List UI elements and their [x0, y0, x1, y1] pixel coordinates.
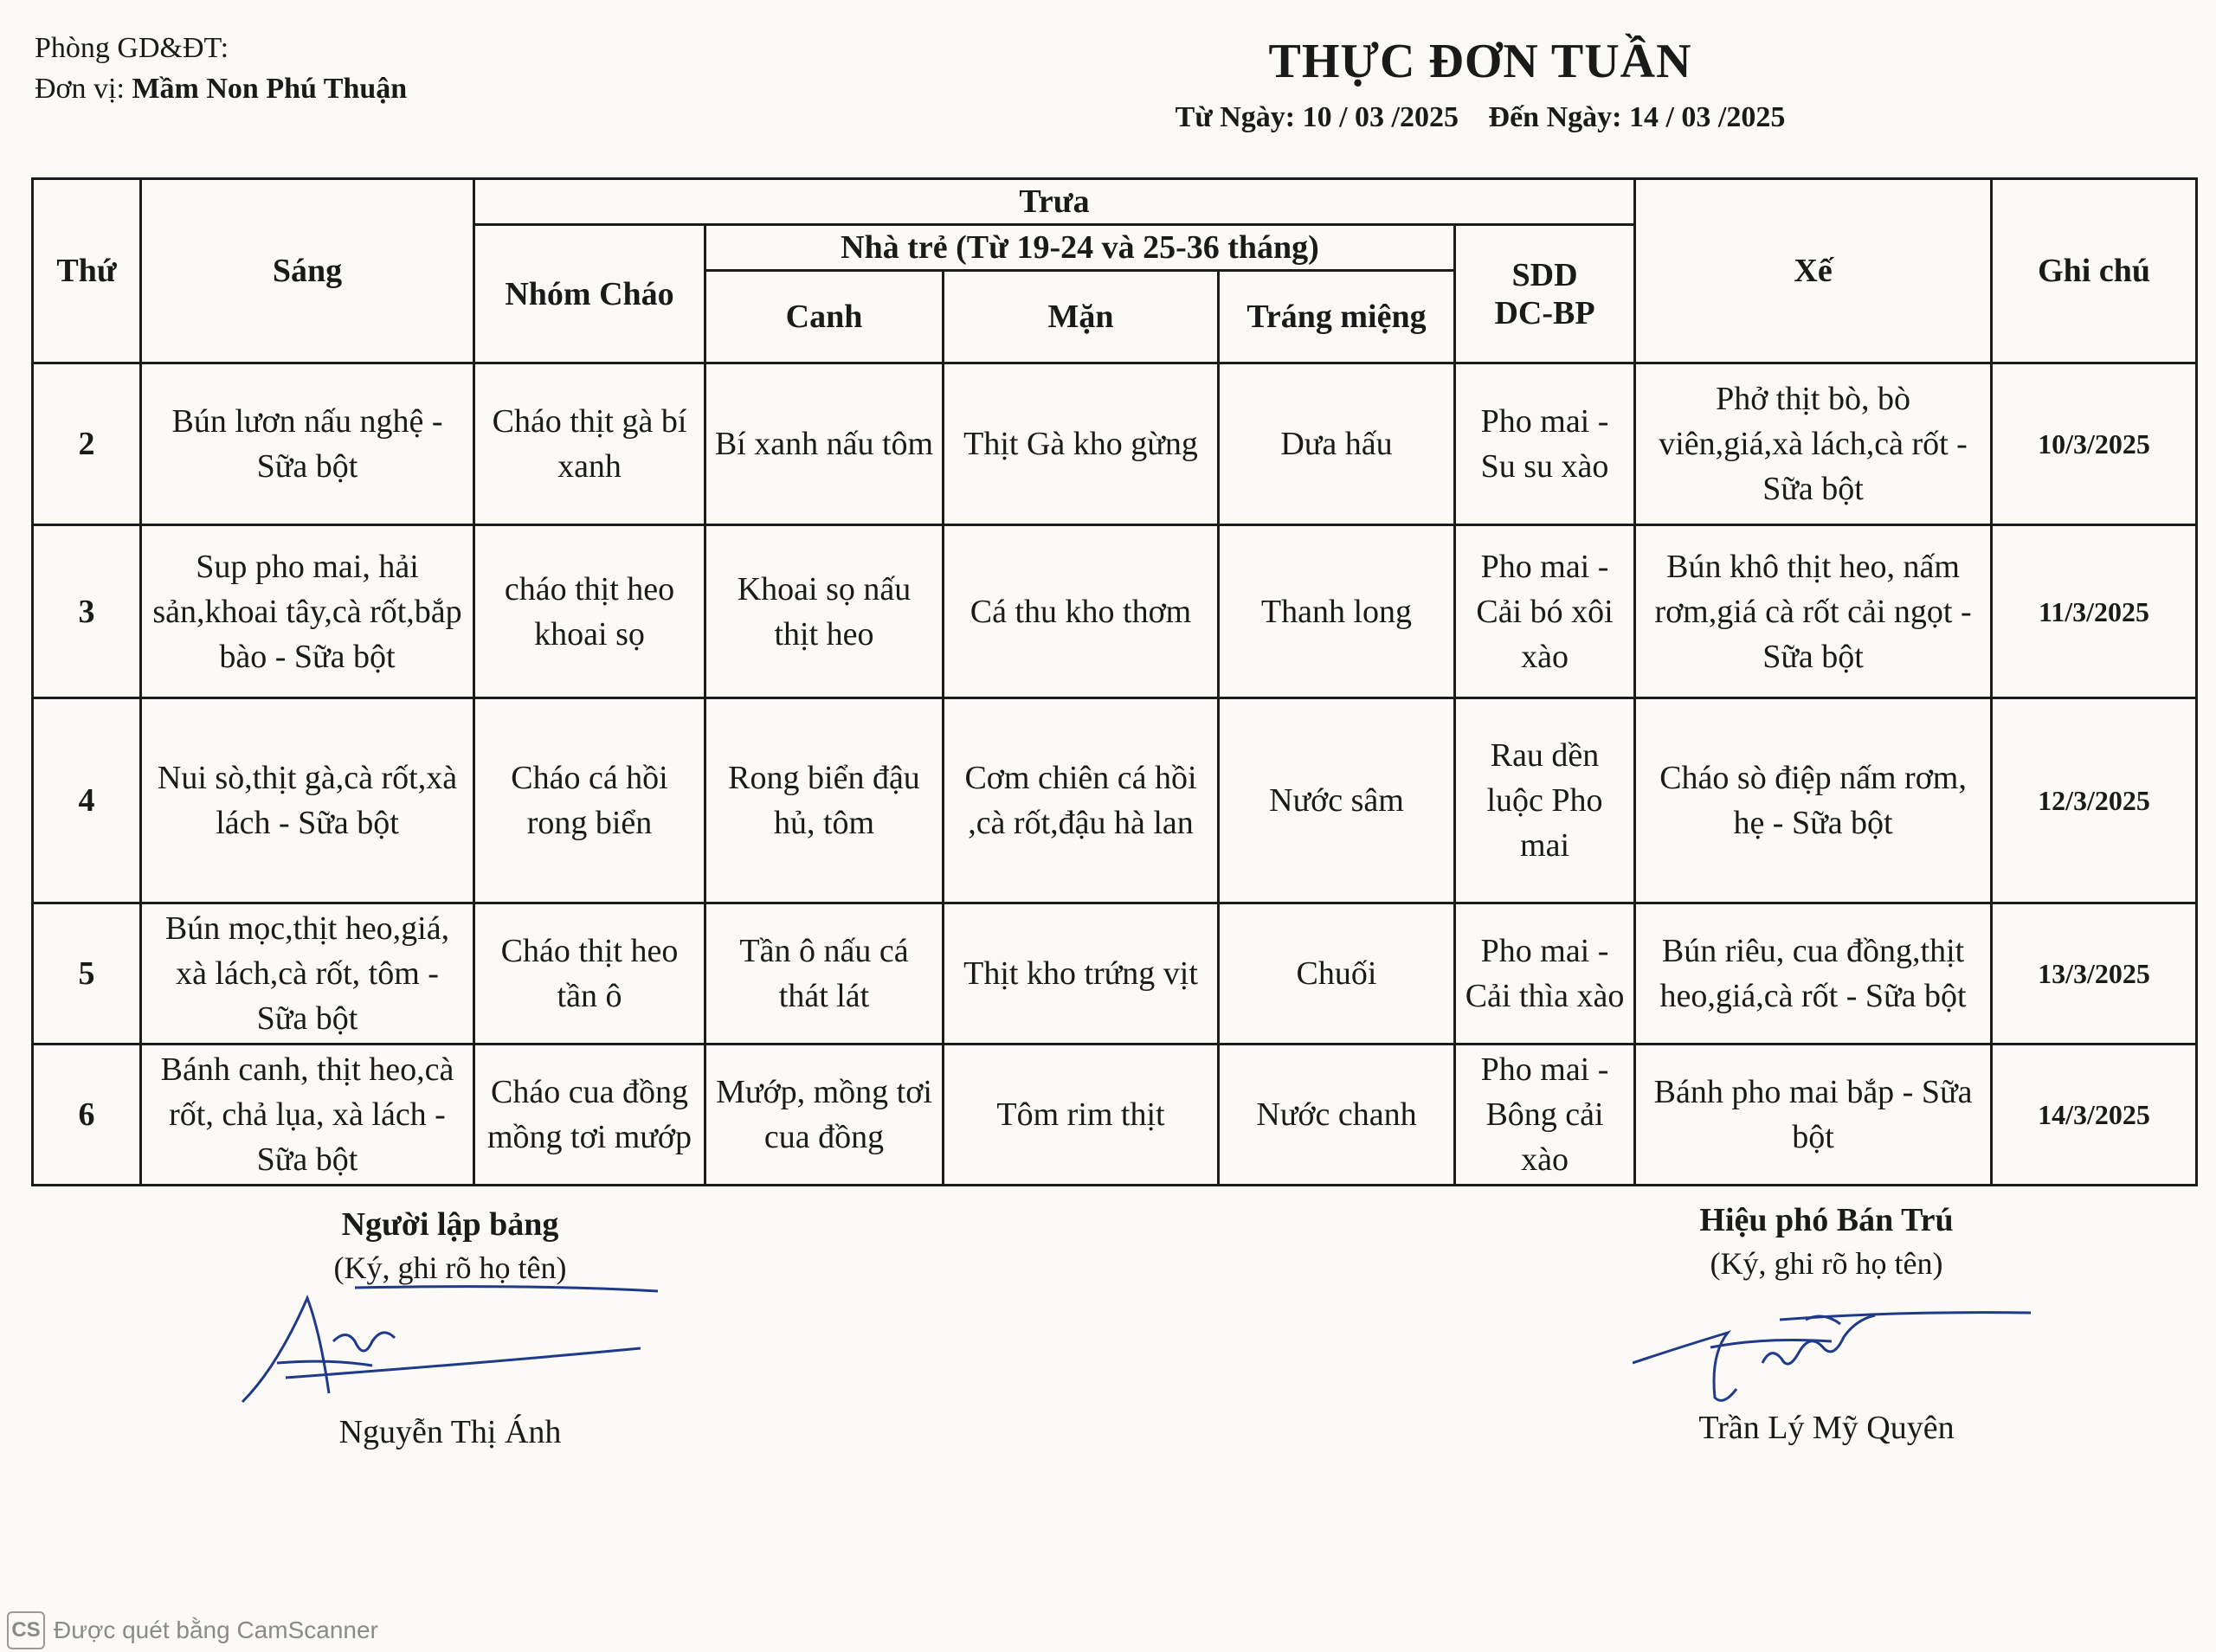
cell-sdd: Rau dền luộc Pho mai [1455, 698, 1635, 903]
header-sdd-line2: DC-BP [1494, 294, 1595, 331]
scanner-watermark [7, 1611, 378, 1649]
header-thu: Thứ [33, 179, 141, 363]
cell-ghi-chu: 12/3/2025 [1992, 698, 2197, 903]
table-row [33, 363, 2197, 525]
handwritten-signature-right [1633, 1285, 2048, 1415]
from-date: Từ Ngày: 10 / 03 /2025 [1175, 101, 1459, 133]
office-line: Phòng GD&ĐT: [35, 32, 229, 64]
header-trang-mieng: Tráng miệng [1219, 271, 1455, 363]
header-nhom-chao: Nhóm Cháo [474, 225, 705, 363]
header-sdd [1455, 225, 1635, 363]
signer-name-right: Trần Lý Mỹ Quyên [1698, 1410, 1955, 1446]
signer-hint-right: (Ký, ghi rõ họ tên) [1710, 1246, 1943, 1281]
cell-nhom-chao: Cháo thịt gà bí xanh [474, 363, 705, 525]
cell-canh: Bí xanh nấu tôm [705, 363, 944, 525]
cell-canh: Rong biển đậu hủ, tôm [705, 698, 944, 903]
cell-xe: Bún riêu, cua đồng,thịt heo,giá,cà rốt - Sữa bột [1635, 903, 1992, 1045]
signer-hint-left: (Ký, ghi rõ họ tên) [333, 1250, 567, 1285]
to-date: Đến Ngày: 14 / 03 /2025 [1488, 101, 1786, 133]
title-block [1099, 26, 1861, 138]
header-nha-tre: Nhà trẻ (Từ 19-24 và 25-36 tháng) [705, 225, 1455, 271]
table-row [33, 903, 2197, 1045]
cell-thu: 6 [33, 1045, 141, 1186]
header-ghi-chu: Ghi chú [1992, 179, 2197, 363]
cell-nhom-chao: Cháo cua đồng mồng tơi mướp [474, 1045, 705, 1186]
cell-sdd: Pho mai - Cải thìa xào [1455, 903, 1635, 1045]
cell-nhom-chao: Cháo cá hồi rong biển [474, 698, 705, 903]
cell-sang: Bún lươn nấu nghệ - Sữa bột [141, 363, 474, 525]
cell-canh: Khoai sọ nấu thịt heo [705, 525, 944, 698]
unit-label: Đơn vị: [35, 73, 125, 105]
cell-trang-mieng: Thanh long [1219, 525, 1455, 698]
cell-thu: 2 [33, 363, 141, 525]
cell-xe: Bánh pho mai bắp - Sữa bột [1635, 1045, 1992, 1186]
cell-ghi-chu: 11/3/2025 [1992, 525, 2197, 698]
cell-thu: 5 [33, 903, 141, 1045]
cell-ghi-chu: 14/3/2025 [1992, 1045, 2197, 1186]
table-row [33, 525, 2197, 698]
header-xe: Xế [1635, 179, 1992, 363]
header-man: Mặn [944, 271, 1219, 363]
signer-name-left: Nguyễn Thị Ánh [338, 1414, 562, 1450]
unit-line [35, 68, 407, 109]
cell-man: Cá thu kho thơm [944, 525, 1219, 698]
cell-nhom-chao: cháo thịt heo khoai sọ [474, 525, 705, 698]
cell-man: Cơm chiên cá hồi ,cà rốt,đậu hà lan [944, 698, 1219, 903]
unit-value: Mầm Non Phú Thuận [132, 73, 408, 105]
cell-xe: Bún khô thịt heo, nấm rơm,giá cà rốt cải ngọt - Sữa bột [1635, 525, 1992, 698]
cell-trang-mieng: Dưa hấu [1219, 363, 1455, 525]
cell-thu: 3 [33, 525, 141, 698]
cell-sang: Bún mọc,thịt heo,giá, xà lách,cà rốt, tôm - Sữa bột [141, 903, 474, 1045]
cell-xe: Phở thịt bò, bò viên,giá,xà lách,cà rốt - Sữa bột [1635, 363, 1992, 525]
header-canh: Canh [705, 271, 944, 363]
cell-trang-mieng: Chuối [1219, 903, 1455, 1045]
cell-canh: Tần ô nấu cá thát lát [705, 903, 944, 1045]
cell-sang: Nui sò,thịt gà,cà rốt,xà lách - Sữa bột [141, 698, 474, 903]
handwritten-signature-left [225, 1281, 675, 1411]
signer-role-left: Người lập bảng [341, 1206, 559, 1243]
date-range [1099, 97, 1861, 138]
cell-thu: 4 [33, 698, 141, 903]
cell-man: Tôm rim thịt [944, 1045, 1219, 1186]
cell-sdd: Pho mai - Su su xào [1455, 363, 1635, 525]
cell-sdd: Pho mai - Bông cải xào [1455, 1045, 1635, 1186]
header-sang: Sáng [141, 179, 474, 363]
cell-man: Thịt kho trứng vịt [944, 903, 1219, 1045]
header-sdd-line1: SDD [1511, 256, 1578, 293]
school-info [35, 28, 407, 109]
cell-man: Thịt Gà kho gừng [944, 363, 1219, 525]
cell-sdd: Pho mai - Cải bó xôi xào [1455, 525, 1635, 698]
cell-canh: Mướp, mồng tơi cua đồng [705, 1045, 944, 1186]
cell-ghi-chu: 13/3/2025 [1992, 903, 2197, 1045]
cell-trang-mieng: Nước sâm [1219, 698, 1455, 903]
cell-trang-mieng: Nước chanh [1219, 1045, 1455, 1186]
signer-role-right: Hiệu phó Bán Trú [1699, 1202, 1954, 1238]
weekly-menu-table [31, 177, 2198, 1186]
page-title: THỰC ĐƠN TUẦN [1268, 35, 1692, 88]
header-trua: Trưa [474, 179, 1635, 225]
table-row [33, 698, 2197, 903]
cell-sang: Sup pho mai, hải sản,khoai tây,cà rốt,bắp bào - Sữa bột [141, 525, 474, 698]
cell-xe: Cháo sò điệp nấm rơm, hẹ - Sữa bột [1635, 698, 1992, 903]
signature-block-right [1636, 1199, 2017, 1458]
cell-nhom-chao: Cháo thịt heo tần ô [474, 903, 705, 1045]
scanner-text: Được quét bằng CamScanner [54, 1617, 378, 1643]
table-row [33, 1045, 2197, 1186]
cell-sang: Bánh canh, thịt heo,cà rốt, chả lụa, xà lách - Sữa bột [141, 1045, 474, 1186]
signature-block-left [260, 1203, 641, 1462]
cell-ghi-chu: 10/3/2025 [1992, 363, 2197, 525]
camscanner-logo-icon: CS [7, 1611, 45, 1649]
